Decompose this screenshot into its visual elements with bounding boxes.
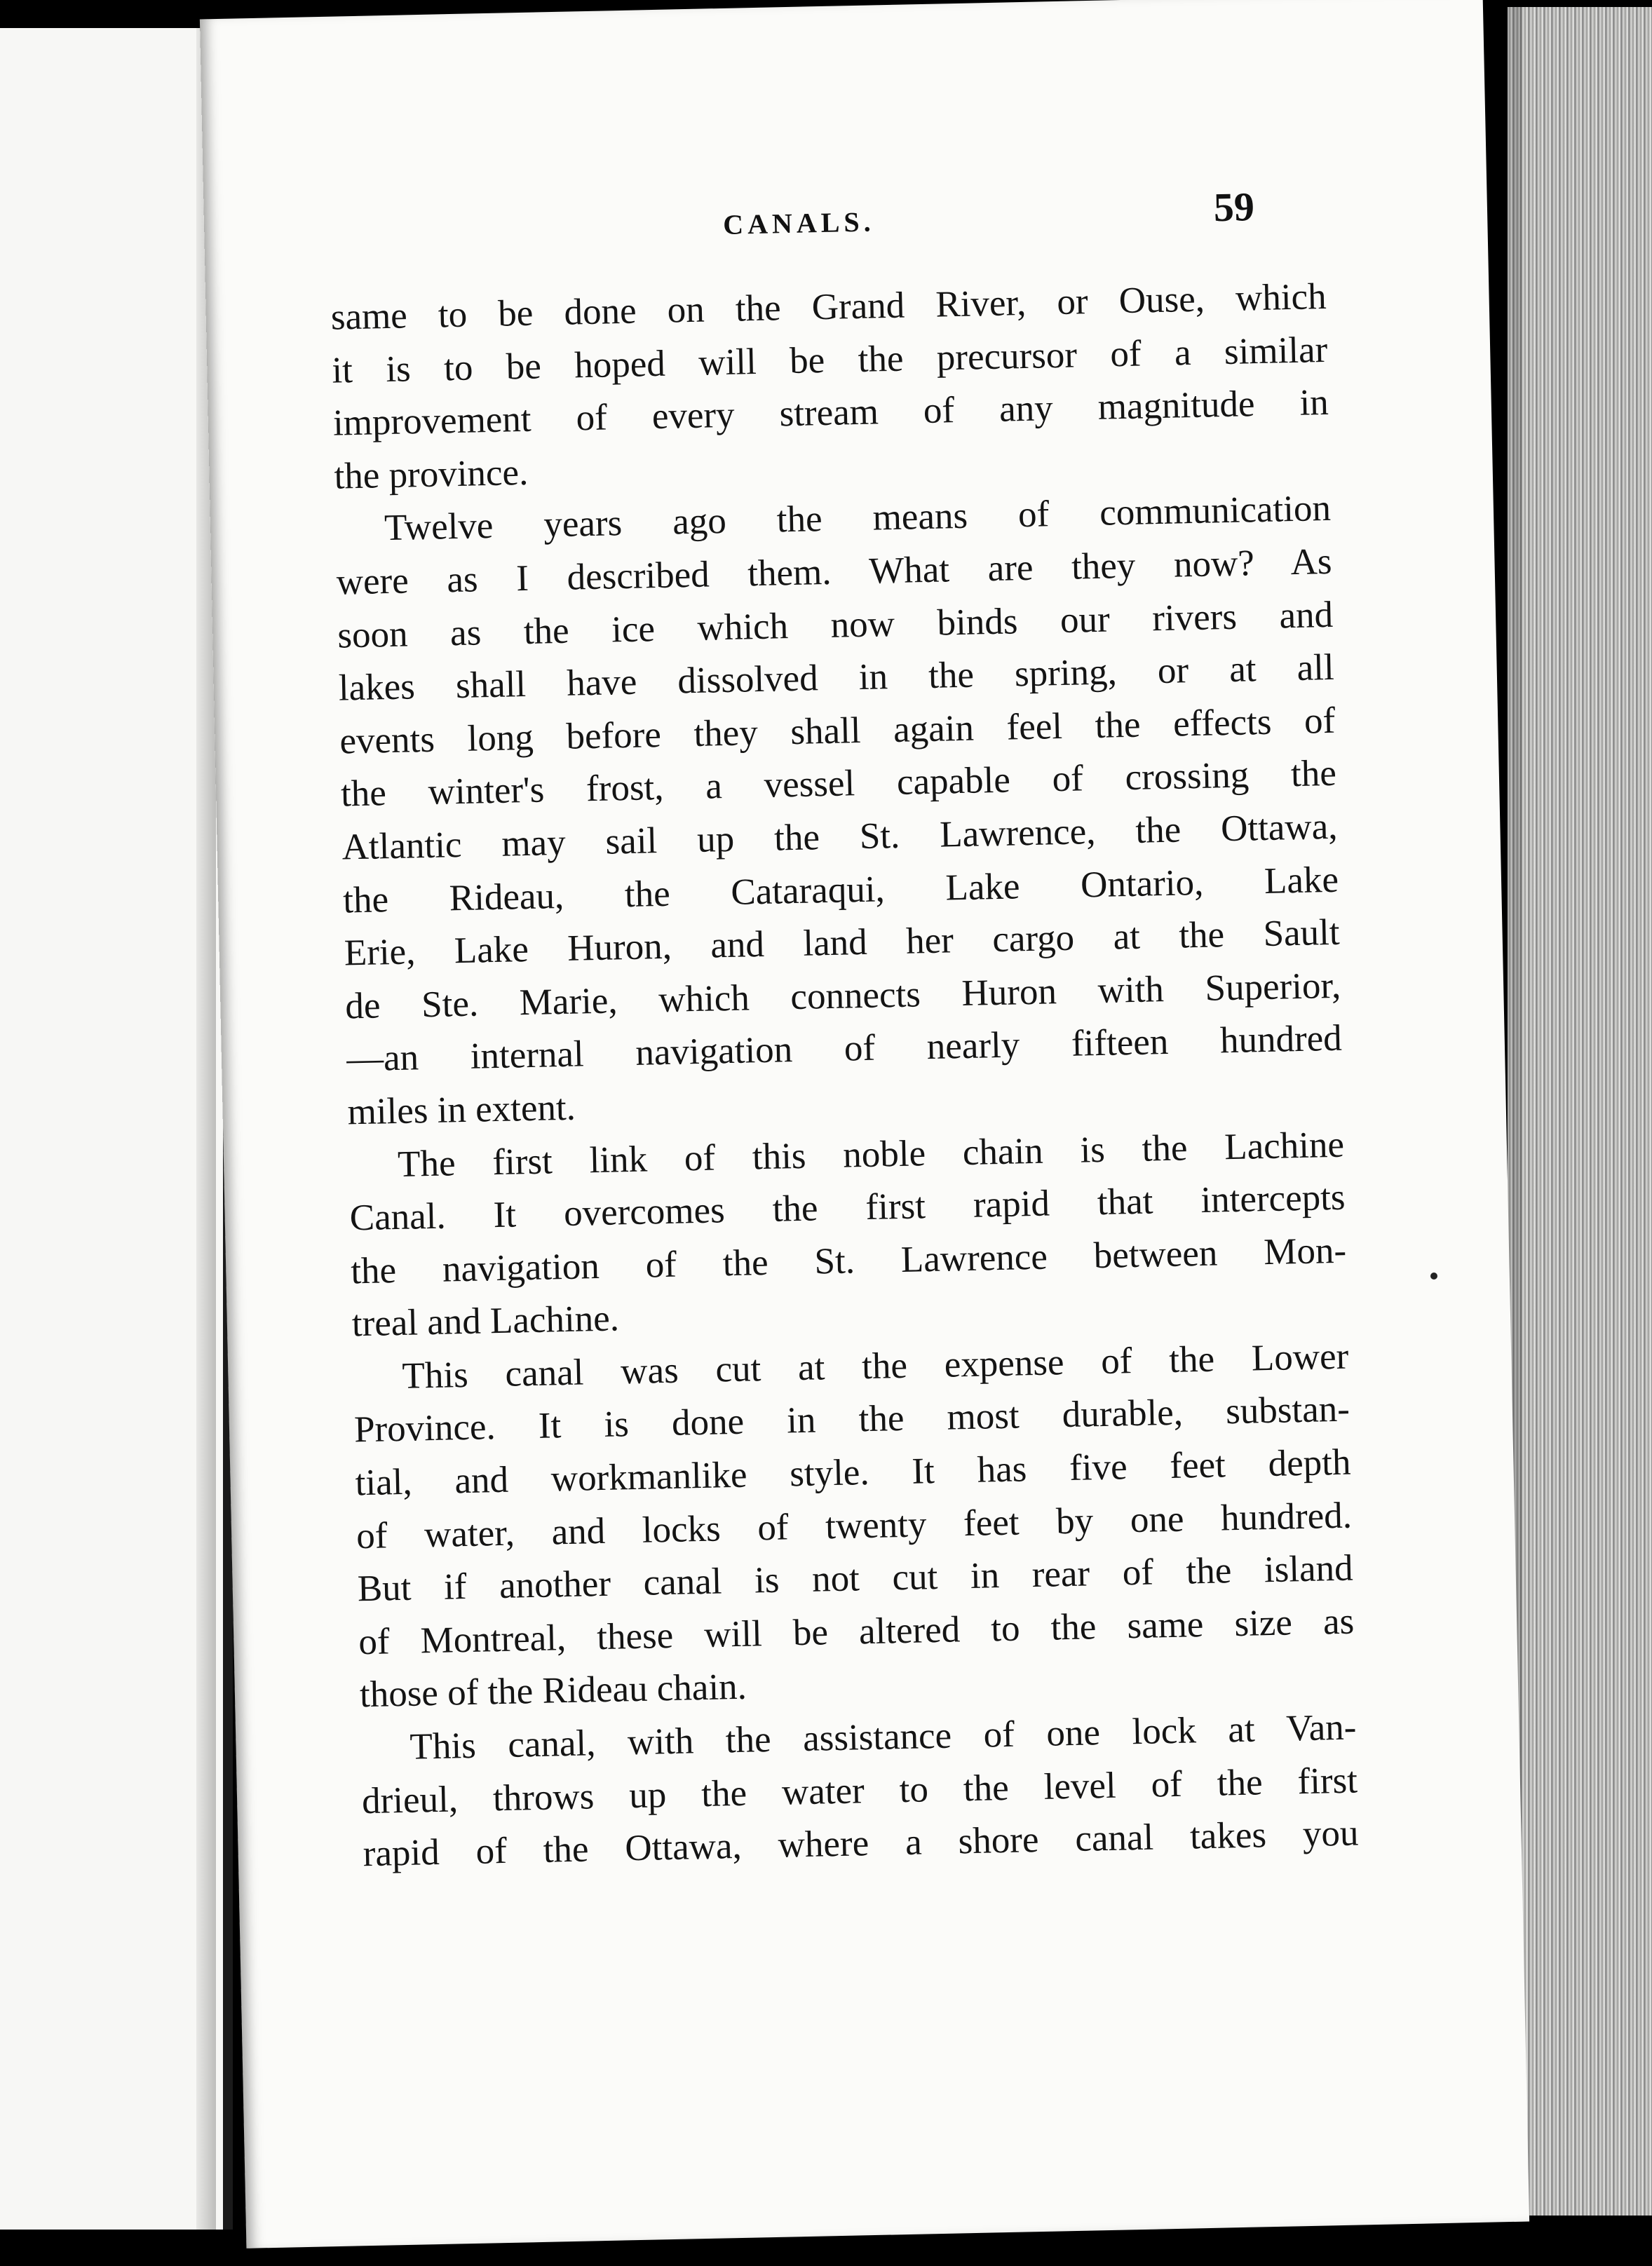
paragraph-first-line: Twelve years ago the means of communication <box>384 488 1332 549</box>
text-line: treal and Lachine. <box>351 1298 620 1345</box>
text-line: those of the Rideau chain. <box>359 1667 747 1716</box>
text-line: —an internal navigation of nearly fifteen hundred <box>346 1018 1343 1080</box>
text-line: de Ste. Marie, which connects Huron with Superior, <box>344 965 1341 1027</box>
text-line: the Rideau, the Cataraqui, Lake Ontario, Lake <box>342 859 1339 921</box>
text-line: tial, and workmanlike style. It has five feet depth <box>355 1441 1351 1504</box>
paragraph-first-line: This canal, with the assistance of one lock at Van- <box>409 1707 1357 1768</box>
paragraph-first-line: The first link of this noble chain is the Lachine <box>397 1124 1345 1185</box>
page-edges <box>1508 7 1652 2216</box>
text-line: drieul, throws up the water to the level of the first <box>361 1760 1358 1821</box>
text-line: the province. <box>333 452 529 497</box>
text-line: lakes shall have dissolved in the spring, or at all <box>338 646 1335 709</box>
text-line: same to be done on the Grand River, or Ouse, which <box>330 276 1327 338</box>
text-line: were as I described them. What are they now? As <box>336 541 1333 603</box>
body-text <box>330 271 1359 1881</box>
text-line: Erie, Lake Huron, and land her cargo at the Sault <box>344 911 1341 974</box>
text-line: But if another canal is not cut in rear of the island <box>357 1547 1354 1610</box>
text-line: Province. It is done in the most durable, substan- <box>353 1389 1350 1451</box>
text-line: it is to be hoped will be the precursor of a similar <box>331 329 1328 391</box>
text-line: of water, and locks of twenty feet by one hundred. <box>356 1495 1353 1556</box>
text-line: Atlantic may sail up the St. Lawrence, the Ottawa, <box>341 806 1338 868</box>
text-line: of Montreal, these will be altered to the same size as <box>358 1601 1355 1663</box>
text-line: improvement of every stream of any magnitude in <box>332 382 1329 444</box>
text-line: rapid of the Ottawa, where a shore canal takes you <box>363 1812 1360 1875</box>
text-line: events long before they shall again feel the effects of <box>339 700 1336 762</box>
text-line: the navigation of the St. Lawrence between Mon- <box>350 1230 1347 1292</box>
text-line: miles in extent. <box>346 1087 576 1133</box>
text-line: the winter's frost, a vessel capable of crossing the <box>340 753 1337 815</box>
text-line: soon as the ice which now binds our rivers and <box>337 594 1334 656</box>
ink-speck <box>1430 1273 1437 1280</box>
main-page <box>200 0 1529 2248</box>
running-head: CANALS. <box>722 205 876 240</box>
text-line: Canal. It overcomes the first rapid that intercepts <box>349 1176 1346 1239</box>
paragraph-first-line: This canal was cut at the expense of the Lower <box>401 1336 1349 1397</box>
page-number: 59 <box>1213 184 1255 231</box>
